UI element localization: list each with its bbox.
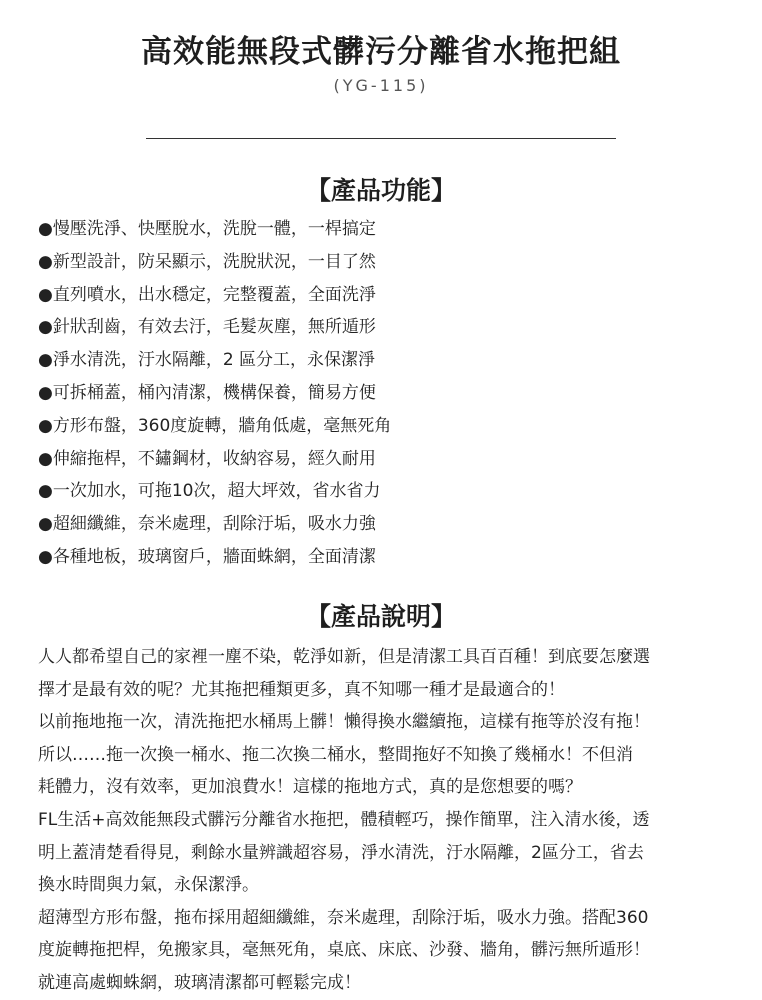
description-body — [38, 641, 728, 1000]
feature-item: ●可拆桶蓋，桶內清潔，機構保養，簡易方便 — [38, 382, 376, 403]
feature-item: ●超細纖維，奈米處理，刮除汙垢，吸水力強 — [38, 514, 376, 535]
description-line: FL生活+高效能無段式髒污分離省水拖把，體積輕巧，操作簡單，注入清水後，透 — [38, 809, 650, 830]
description-line: 明上蓋清楚看得見，剩餘水量辨識超容易，淨水清洗，汙水隔離，2區分工，省去 — [38, 842, 644, 863]
description-line: 人人都希望自己的家裡一塵不染，乾淨如新，但是清潔工具百百種！到底要怎麼選 — [38, 647, 650, 667]
feature-item: ●淨水清洗，汙水隔離，2 區分工，永保潔淨 — [38, 350, 376, 371]
feature-item: ●慢壓洗淨、快壓脫水，洗脫一體，一桿搞定 — [38, 219, 376, 239]
model-number: (YG-115) — [333, 76, 429, 95]
description-line: 度旋轉拖把桿，免搬家具，毫無死角，桌底、床底、沙發、牆角，髒污無所遁形！ — [38, 940, 650, 961]
title-divider — [146, 138, 616, 139]
description-line: 以前拖地拖一次，清洗拖把水桶馬上髒！懶得換水繼續拖，這樣有拖等於沒有拖！ — [38, 712, 650, 733]
features-heading: 【產品功能】 — [305, 176, 456, 205]
feature-item: ●一次加水，可拖10次，超大坪效，省水省力 — [38, 481, 381, 502]
description-heading: 【產品說明】 — [305, 602, 456, 631]
feature-item: ●各種地板，玻璃窗戶，牆面蛛網，全面清潔 — [38, 546, 376, 567]
product-title: 高效能無段式髒污分離省水拖把組 — [141, 34, 621, 70]
description-line: 超薄型方形布盤，拖布採用超細纖維，奈米處理，刮除汙垢，吸水力強。搭配360 — [38, 907, 649, 928]
feature-item: ●伸縮拖桿，不鏽鋼材，收納容易，經久耐用 — [38, 448, 376, 469]
description-line: 所以……拖一次換一桶水、拖二次換二桶水，整間拖好不知換了幾桶水！不但消 — [38, 744, 633, 765]
description-line: 耗體力，沒有效率，更加浪費水！這樣的拖地方式，真的是您想要的嗎？ — [38, 777, 582, 798]
description-line: 就連高處蜘蛛網，玻璃清潔都可輕鬆完成！ — [38, 972, 361, 993]
features-list — [38, 213, 391, 574]
feature-item: ●新型設計，防呆顯示，洗脫狀況，一目了然 — [38, 251, 376, 272]
description-line: 擇才是最有效的呢？尤其拖把種類更多，真不知哪一種才是最適合的！ — [38, 679, 565, 700]
feature-item: ●方形布盤，360度旋轉，牆角低處，毫無死角 — [38, 415, 392, 436]
feature-item: ●直列噴水，出水穩定，完整覆蓋，全面洗淨 — [38, 284, 376, 305]
feature-item: ●針狀刮齒，有效去汙，毛髮灰塵，無所遁形 — [38, 317, 376, 338]
description-line: 換水時間與力氣，永保潔淨。 — [38, 875, 259, 896]
